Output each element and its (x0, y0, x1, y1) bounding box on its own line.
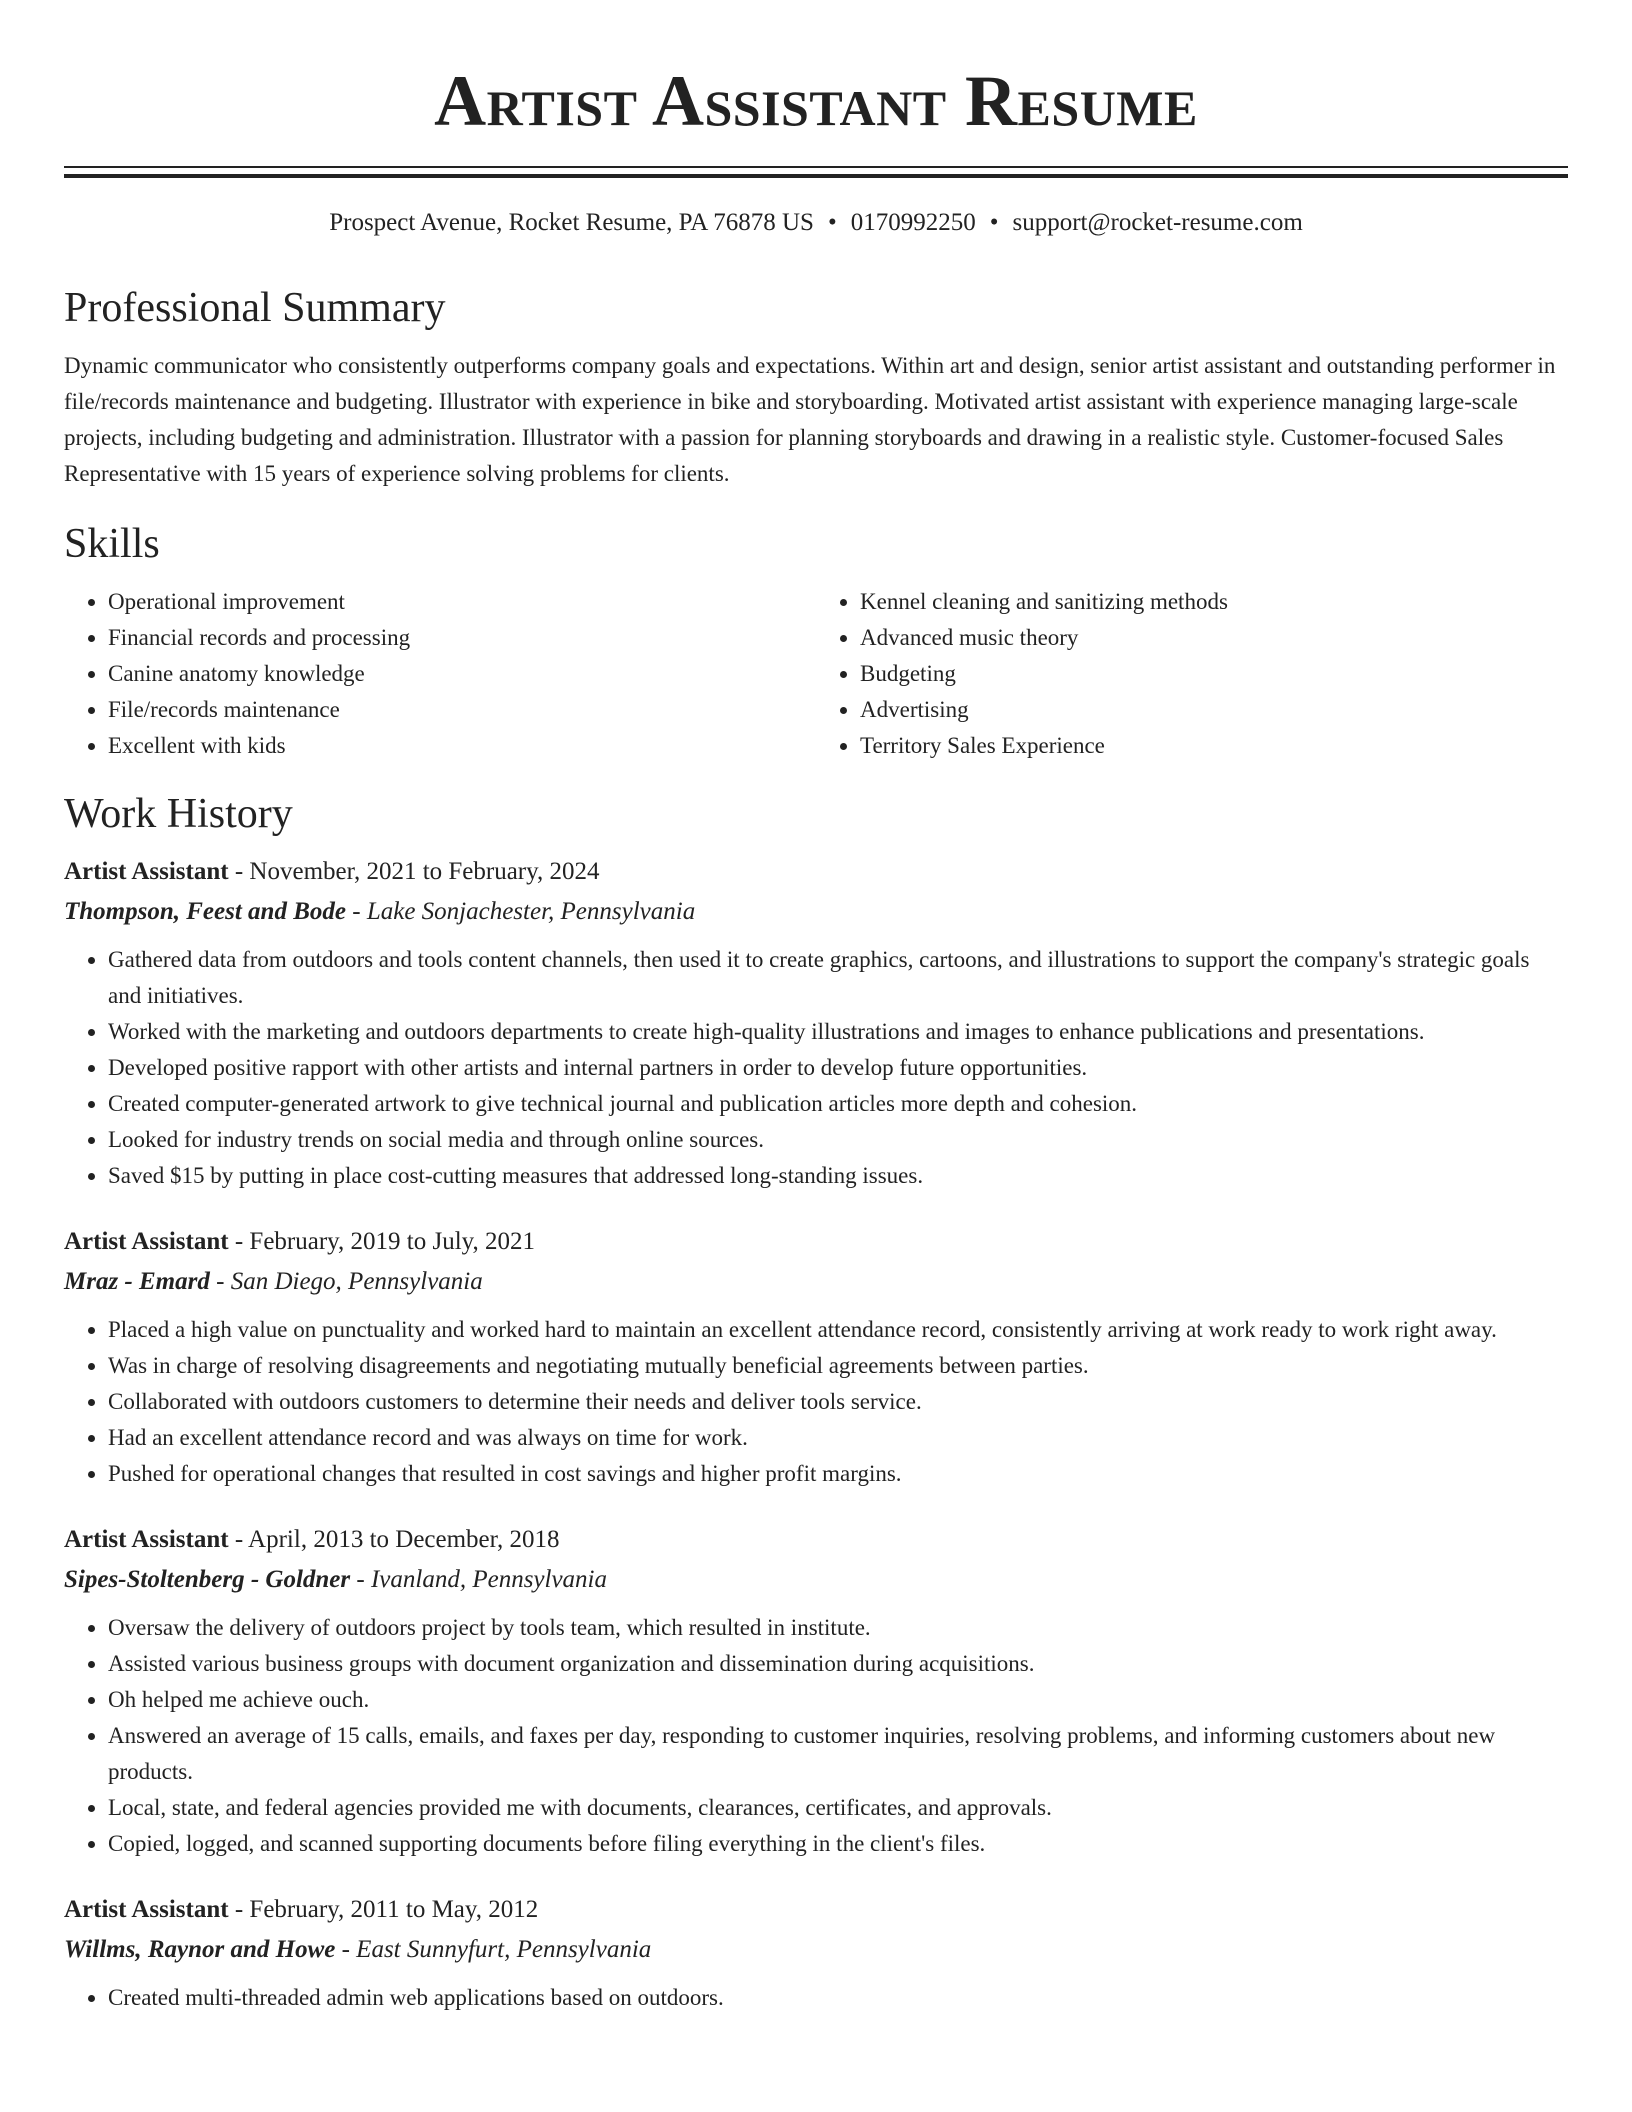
job-bullet: • Copied, logged, and scanned supporting documents before filing everything in the client's files. (108, 1826, 1568, 1862)
contact-phone: 0170992250 (850, 209, 976, 236)
job-bullets (64, 1980, 1568, 2016)
job-location: Lake Sonjachester, Pennsylvania (366, 898, 696, 925)
job-dates: April, 2013 to December, 2018 (248, 1526, 560, 1553)
job-bullet: • Created multi-threaded admin web applications based on outdoors. (108, 1980, 1568, 2016)
job-company-line: Sipes-Stoltenberg - Goldner - Ivanland, Pennsylvania (64, 1566, 608, 1593)
job-entry (64, 1520, 1568, 1862)
skill-item: • Excellent with kids (108, 728, 816, 764)
summary-text: Dynamic communicator who consistently outperforms company goals and expectations. Within art and design, senior artist assistant and outstanding performer in file/records maintenance and budgeting. Illustrator with experience in bike and storyboarding. Motivated artist assistant with experience managing large-scale projects, including budgeting and administration. Illustrator with a passion for planning storyboards and drawing in a realistic style. Customer-focused Sales Representative with 15 years of experience solving problems for clients. (64, 353, 1556, 486)
job-title: Artist Assistant (64, 1896, 229, 1923)
job-bullet: • Looked for industry trends on social media and through online sources. (108, 1122, 1568, 1158)
job-title: Artist Assistant (64, 1228, 229, 1255)
job-company: Willms, Raynor and Howe (64, 1936, 336, 1963)
skill-item: • Territory Sales Experience (860, 728, 1568, 764)
job-bullets (64, 942, 1568, 1194)
job-bullet: • Worked with the marketing and outdoors departments to create high-quality illustrations and images to enhance publications and presentations. (108, 1014, 1568, 1050)
job-location: East Sunnyfurt, Pennsylvania (356, 1936, 652, 1963)
resume-title: Artist Assistant Resume (434, 61, 1198, 141)
skill-item: • File/records maintenance (108, 692, 816, 728)
job-location: Ivanland, Pennsylvania (370, 1566, 608, 1593)
skill-item: • Advertising (860, 692, 1568, 728)
job-bullet: • Answered an average of 15 calls, emails, and faxes per day, responding to customer inquiries, resolving problems, and informing customers about new products. (108, 1718, 1568, 1790)
job-bullet: • Gathered data from outdoors and tools content channels, then used it to create graphics, cartoons, and illustrations to support the company's strategic goals and initiatives. (108, 942, 1568, 1014)
job-company: Mraz - Emard (64, 1268, 210, 1295)
job-dates: February, 2019 to July, 2021 (249, 1228, 536, 1255)
job-entry (64, 852, 1568, 1194)
skill-item: • Advanced music theory (860, 620, 1568, 656)
contact-separator: • (989, 209, 999, 236)
job-dates: February, 2011 to May, 2012 (249, 1896, 539, 1923)
job-bullet: • Was in charge of resolving disagreements and negotiating mutually beneficial agreements between parties. (108, 1348, 1568, 1384)
contact-separator: • (827, 209, 837, 236)
job-entry (64, 1222, 1568, 1492)
job-title-line: Artist Assistant - February, 2019 to July, 2021 (64, 1228, 536, 1255)
job-bullet: • Oh helped me achieve ouch. (108, 1682, 1568, 1718)
job-bullet: • Saved $15 by putting in place cost-cutting measures that addressed long-standing issues. (108, 1158, 1568, 1194)
contact-email: support@rocket-resume.com (1012, 209, 1303, 236)
skills-list (64, 584, 1568, 764)
job-bullet: • Local, state, and federal agencies provided me with documents, clearances, certificates, and approvals. (108, 1790, 1568, 1826)
job-title-line: Artist Assistant - February, 2011 to May, 2012 (64, 1896, 539, 1923)
job-bullet: • Had an excellent attendance record and was always on time for work. (108, 1420, 1568, 1456)
skills-heading: Skills (64, 521, 160, 567)
job-company-line: Thompson, Feest and Bode - Lake Sonjachester, Pennsylvania (64, 898, 696, 925)
job-title-line: Artist Assistant - November, 2021 to February, 2024 (64, 858, 600, 885)
job-entry (64, 1890, 1568, 2016)
job-bullet: • Oversaw the delivery of outdoors project by tools team, which resulted in institute. (108, 1610, 1568, 1646)
job-title: Artist Assistant (64, 1526, 229, 1553)
job-bullet: • Placed a high value on punctuality and worked hard to maintain an excellent attendance record, consistently arriving at work ready to work right away. (108, 1312, 1568, 1348)
skill-item: • Canine anatomy knowledge (108, 656, 816, 692)
job-bullet: • Collaborated with outdoors customers to determine their needs and deliver tools service. (108, 1384, 1568, 1420)
skill-item: • Kennel cleaning and sanitizing methods (860, 584, 1568, 620)
title-divider (64, 166, 1568, 178)
job-bullets (64, 1312, 1568, 1492)
job-bullet: • Pushed for operational changes that resulted in cost savings and higher profit margins. (108, 1456, 1568, 1492)
work-history-heading: Work History (64, 791, 293, 837)
job-bullet: • Developed positive rapport with other artists and internal partners in order to develop future opportunities. (108, 1050, 1568, 1086)
job-company-line: Mraz - Emard - San Diego, Pennsylvania (64, 1268, 483, 1295)
job-bullets (64, 1610, 1568, 1862)
skill-item: • Operational improvement (108, 584, 816, 620)
contact-line (64, 206, 1568, 240)
job-title-line: Artist Assistant - April, 2013 to December, 2018 (64, 1526, 560, 1553)
job-location: San Diego, Pennsylvania (230, 1268, 483, 1295)
skill-item: • Budgeting (860, 656, 1568, 692)
resume-page (64, 0, 1568, 2016)
summary-heading: Professional Summary (64, 285, 446, 331)
job-company: Thompson, Feest and Bode (64, 898, 346, 925)
skills-column-right (816, 584, 1568, 764)
skill-item: • Financial records and processing (108, 620, 816, 656)
job-company: Sipes-Stoltenberg - Goldner (64, 1566, 351, 1593)
job-bullet: • Created computer-generated artwork to give technical journal and publication articles more depth and cohesion. (108, 1086, 1568, 1122)
job-bullet: • Assisted various business groups with document organization and dissemination during acquisitions. (108, 1646, 1568, 1682)
job-dates: November, 2021 to February, 2024 (249, 858, 600, 885)
job-title: Artist Assistant (64, 858, 229, 885)
contact-address: Prospect Avenue, Rocket Resume, PA 76878 US (329, 209, 814, 236)
skills-column-left (64, 584, 816, 764)
job-company-line: Willms, Raynor and Howe - East Sunnyfurt, Pennsylvania (64, 1936, 652, 1963)
